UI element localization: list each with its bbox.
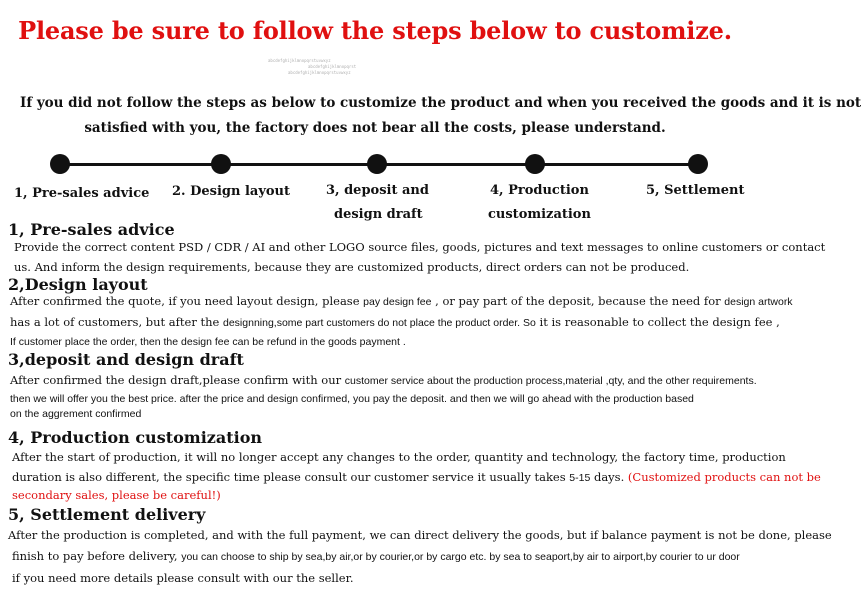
text-run: duration is also different, the specific time please consult our customer service it usually takes bbox=[12, 470, 566, 484]
section-text bbox=[12, 549, 740, 563]
text-run: customer service about the production process,material ,qty, and the other requirements. bbox=[344, 375, 757, 387]
step-label: design draft bbox=[334, 207, 423, 222]
intro-line-1: If you did not follow the steps as below to customize the product and when you received the goods and it is not bbox=[20, 95, 861, 111]
text-run: finish to pay before delivery, bbox=[12, 549, 178, 563]
step-label: 4, Production bbox=[490, 183, 589, 198]
text-run: After confirmed the design draft,please confirm with our bbox=[10, 373, 342, 387]
page-title: Please be sure to follow the steps below to customize. bbox=[18, 16, 732, 45]
section-text: After the production is completed, and with the full payment, we can direct delivery the goods, but if balance payment is not be done, please bbox=[8, 528, 832, 542]
timeline-dot bbox=[688, 154, 708, 174]
text-run: After confirmed the quote, if you need layout design, please bbox=[10, 294, 360, 308]
section-text: Provide the correct content PSD / CDR / AI and other LOGO source files, goods, pictures and text messages to online customers or contact bbox=[14, 240, 826, 254]
section-heading: 5, Settlement delivery bbox=[8, 505, 206, 524]
section-text: If customer place the order, then the design fee can be refund in the goods payment . bbox=[10, 336, 406, 348]
step-label: 3, deposit and bbox=[326, 183, 429, 198]
text-run: you can choose to ship by sea,by air,or by courier,or by cargo etc. by sea to seaport,by air to airport,by courier to ur door bbox=[181, 551, 740, 563]
section-text bbox=[10, 315, 780, 329]
step-label: customization bbox=[488, 207, 591, 222]
section-text: us. And inform the design requirements, because they are customized products, direct orders can not be produced. bbox=[14, 260, 690, 274]
timeline-dot bbox=[50, 154, 70, 174]
step-label: 2. Design layout bbox=[172, 184, 291, 199]
section-text bbox=[10, 373, 757, 387]
text-run: 5-15 bbox=[569, 472, 591, 484]
text-run: has a lot of customers, but after the bbox=[10, 315, 220, 329]
faint-line: abcdefghijklmnopqrstuvwxyz bbox=[288, 70, 351, 75]
section-heading: 2,Design layout bbox=[8, 275, 148, 294]
warning-text: secondary sales, please be careful!) bbox=[12, 488, 221, 502]
timeline-dot bbox=[525, 154, 545, 174]
step-label: 5, Settlement bbox=[646, 183, 745, 198]
section-text: on the aggrement confirmed bbox=[10, 408, 142, 420]
section-text bbox=[12, 470, 821, 484]
text-run: design artwork bbox=[724, 296, 793, 308]
faint-line: abcdefghijklmnopqrstuvwxyz bbox=[268, 58, 331, 63]
text-run: days. bbox=[593, 470, 625, 484]
text-run: pay design fee bbox=[363, 296, 432, 308]
step-label: 1, Pre-sales advice bbox=[14, 186, 150, 201]
text-run: designning,some part customers do not place the product order. So bbox=[223, 317, 536, 329]
text-run: , or pay part of the deposit, because the need for bbox=[435, 294, 721, 308]
section-heading: 3,deposit and design draft bbox=[8, 350, 244, 369]
section-heading: 1, Pre-sales advice bbox=[8, 220, 175, 239]
section-heading: 4, Production customization bbox=[8, 428, 262, 447]
warning-text: (Customized products can not be bbox=[627, 470, 821, 484]
section-text: if you need more details please consult with our the seller. bbox=[12, 571, 354, 585]
section-text bbox=[10, 294, 793, 308]
timeline-dot bbox=[367, 154, 387, 174]
faint-line: abcdefghijklmnopqrst bbox=[308, 64, 357, 69]
intro-line-2: satisfied with you, the factory does not bear all the costs, please understand. bbox=[84, 120, 666, 136]
faint-text bbox=[268, 58, 356, 76]
text-run: it is reasonable to collect the design fee , bbox=[539, 315, 780, 329]
section-text: After the start of production, it will no longer accept any changes to the order, quantity and technology, the factory time, production bbox=[12, 450, 786, 464]
timeline-dot bbox=[211, 154, 231, 174]
section-text: then we will offer you the best price. after the price and design confirmed, you pay the deposit. and then we will go ahead with the production based bbox=[10, 393, 694, 405]
